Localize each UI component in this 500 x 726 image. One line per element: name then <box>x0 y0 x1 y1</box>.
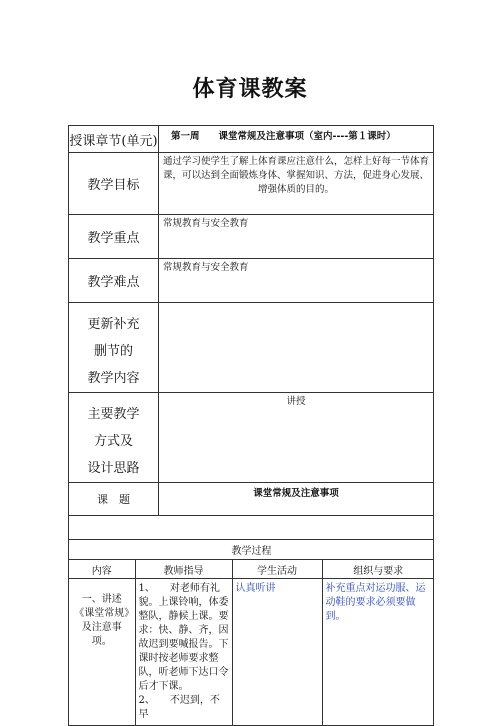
student-cell: 认真听讲 <box>232 579 322 726</box>
topic-label: 课 题 <box>69 483 159 516</box>
process-title: 教学过程 <box>69 540 434 560</box>
chapter-label: 授课章节(单元) <box>69 126 159 153</box>
process-spacer <box>69 516 434 540</box>
update-label <box>69 303 159 393</box>
process-title-row <box>69 540 434 560</box>
header-student: 学生活动 <box>232 560 322 579</box>
method-label <box>69 393 159 483</box>
goal-label: 教学目标 <box>69 153 159 215</box>
process-header-row <box>69 560 434 579</box>
goal-value: 通过学习使学生了解上体育课应注意什么，怎样上好每一节体育课，可以达到全面锻炼身体、掌握知识、方法，促进身心发展、增强体质的目的。 <box>159 153 434 215</box>
update-value <box>159 303 434 393</box>
lesson-plan-table <box>68 125 434 726</box>
header-content: 内容 <box>69 560 135 579</box>
difficulty-label: 教学难点 <box>69 259 159 303</box>
key-value: 常规教育与安全教育 <box>159 215 434 259</box>
process-row <box>69 540 434 726</box>
update-label-line-3: 教学内容 <box>87 371 140 386</box>
key-label: 教学重点 <box>69 215 159 259</box>
method-label-line-3: 设计思路 <box>87 461 140 476</box>
update-label-line-1: 更新补充 <box>87 317 140 332</box>
topic-value: 课堂常规及注意事项 <box>159 483 434 516</box>
update-label-line-2: 删节的 <box>93 344 133 359</box>
process-table <box>69 540 434 725</box>
process-body-row <box>69 579 434 726</box>
goal-row <box>69 153 434 215</box>
difficulty-row <box>69 259 434 303</box>
difficulty-value: 常规教育与安全教育 <box>159 259 434 303</box>
topic-row <box>69 483 434 516</box>
key-row <box>69 215 434 259</box>
method-value: 讲授 <box>159 393 434 483</box>
update-row <box>69 303 434 393</box>
page-title: 体育课教案 <box>192 77 308 102</box>
chapter-value: 第一周 课堂常规及注意事项（室内----第１课时） <box>159 126 434 153</box>
process-cell <box>69 540 434 726</box>
org-cell: 补充重点对运功服、运动鞋的要求必须要做到。 <box>322 579 434 726</box>
method-label-line-1: 主要教学 <box>87 407 140 422</box>
chapter-row <box>69 126 434 153</box>
header-teacher: 教师指导 <box>135 560 232 579</box>
content-cell: 一、讲述《课堂常规》及注意事项。 <box>69 579 135 726</box>
teacher-cell: 1、 对老师有礼貌。上课铃响，体委整队，静候上课。要求：快、静、齐，因故迟到要喊报告。下课时按老师要求整队，听老师下达口令后才下课。 2、 不迟到，不早 <box>135 579 232 726</box>
header-org: 组织与要求 <box>322 560 434 579</box>
process-spacer-row <box>69 516 434 540</box>
method-label-line-2: 方式及 <box>93 434 133 449</box>
method-row <box>69 393 434 483</box>
